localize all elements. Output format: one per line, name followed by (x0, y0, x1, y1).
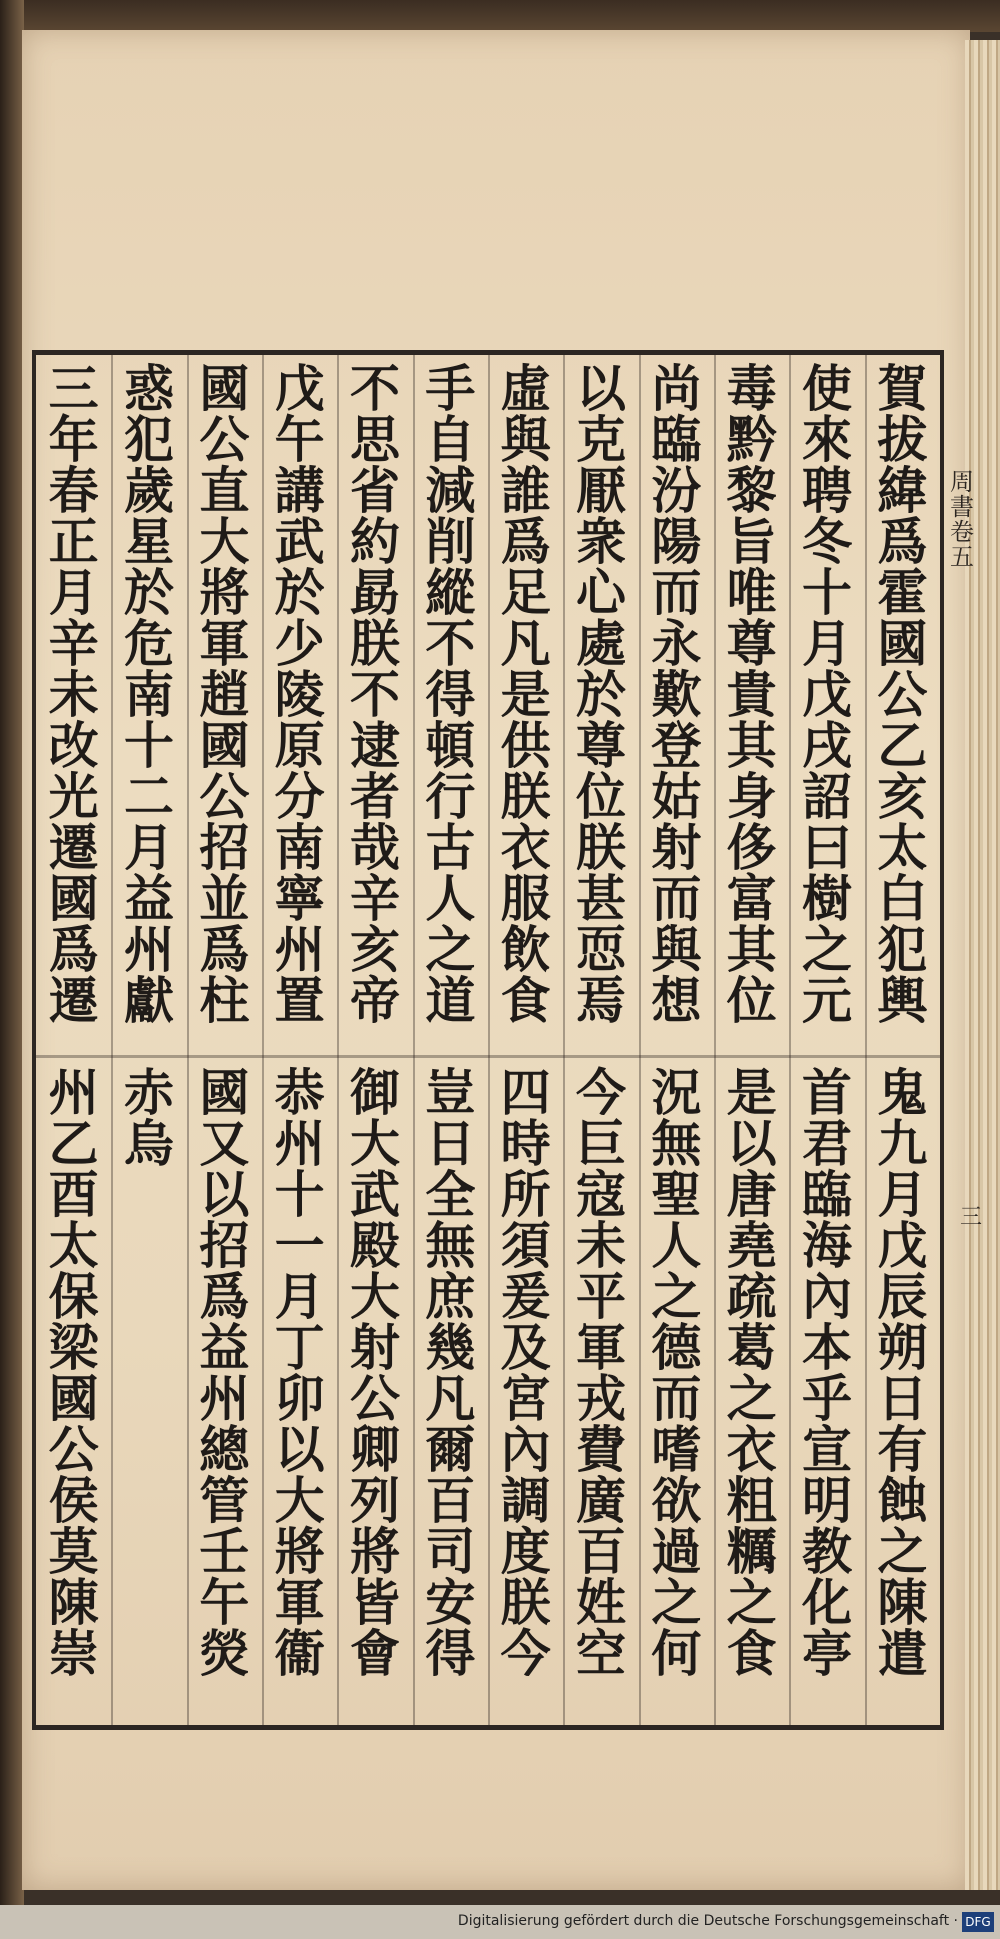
column-lower-text: 國 又 以 招 爲 益 州 總 管 壬 午 熒 (199, 1063, 250, 1683)
dfg-logo: DFG (962, 1912, 994, 1932)
text-column (415, 355, 485, 1725)
digitization-footer (0, 1905, 1000, 1939)
column-lower-text: 御 大 武 殿 大 射 公 卿 列 將 皆 會 (350, 1063, 400, 1683)
margin-label: 周 書 卷 五 (950, 468, 974, 571)
column-rule (187, 355, 189, 1725)
column-lower-text: 恭 州 十 一 月 丁 卯 以 大 將 軍 衞 (274, 1063, 325, 1683)
text-column (340, 355, 410, 1725)
column-upper-text: 惑 犯 歲 星 於 危 南 十 二 月 益 州 獻 (124, 359, 174, 1030)
column-lower-text: 是 以 唐 堯 疏 葛 之 衣 粗 糲 之 食 (726, 1063, 777, 1683)
text-column (717, 355, 787, 1725)
column-rule (111, 355, 113, 1725)
column-rule (262, 355, 264, 1725)
column-rule (337, 355, 339, 1725)
column-upper-text: 虛 與 誰 爲 足 凡 是 供 朕 衣 服 飲 食 (500, 359, 551, 1030)
column-upper-text: 以 克 厭 衆 心 處 於 尊 位 朕 甚 恧 焉 (576, 359, 626, 1030)
column-upper-text: 戊 午 講 武 於 少 陵 原 分 南 寧 州 置 (274, 359, 325, 1030)
footer-credit: Digitalisierung gefördert durch die Deutsche Forschungsgemeinschaft · (457, 1913, 958, 1929)
column-rule (639, 355, 641, 1725)
column-upper-text: 國 公 直 大 將 軍 趙 國 公 招 並 爲 柱 (199, 359, 250, 1030)
column-upper-text: 三 年 春 正 月 辛 未 改 光 遷 國 爲 遷 (48, 359, 99, 1030)
text-column (566, 355, 636, 1725)
column-rule (865, 355, 867, 1725)
text-column (641, 355, 711, 1725)
folio-number: 三 (960, 1205, 983, 1230)
text-column (189, 355, 259, 1725)
column-rule (714, 355, 716, 1725)
text-column (491, 355, 561, 1725)
column-upper-text: 賀 拔 緯 爲 霍 國 公 乙 亥 太 白 犯 輿 (877, 359, 928, 1030)
column-upper-text: 手 自 減 削 縱 不 得 頓 行 古 人 之 道 (425, 359, 476, 1030)
column-lower-text: 州 乙 酉 太 保 梁 國 公 侯 莫 陳 崇 (48, 1063, 99, 1683)
column-rule (789, 355, 791, 1725)
column-lower-text: 赤 烏 (124, 1063, 174, 1173)
column-rule (413, 355, 415, 1725)
column-lower-text: 豈 日 全 無 庶 幾 凡 爾 百 司 安 得 (425, 1063, 476, 1683)
column-upper-text: 不 思 省 約 勗 朕 不 逮 者 哉 辛 亥 帝 (350, 359, 400, 1030)
column-lower-text: 四 時 所 須 爰 及 宮 內 調 度 朕 今 (500, 1063, 551, 1683)
column-upper-text: 尚 臨 汾 陽 而 永 歎 登 姑 射 而 與 想 (651, 359, 702, 1030)
column-rule (488, 355, 490, 1725)
text-column (792, 355, 862, 1725)
column-lower-text: 況 無 聖 人 之 德 而 嗜 欲 過 之 何 (651, 1063, 702, 1683)
text-column (114, 355, 184, 1725)
text-frame (32, 350, 944, 1730)
column-upper-text: 使 來 聘 冬 十 月 戊 戌 詔 曰 樹 之 元 (802, 359, 852, 1030)
text-column (265, 355, 335, 1725)
book-spine-shadow (0, 0, 24, 1939)
text-column (867, 355, 937, 1725)
column-rule (563, 355, 565, 1725)
column-lower-text: 首 君 臨 海 內 本 乎 宣 明 教 化 亭 (802, 1063, 852, 1683)
column-lower-text: 今 巨 寇 未 平 軍 戎 費 廣 百 姓 空 (576, 1063, 626, 1683)
text-column (39, 355, 109, 1725)
top-binding-strip (0, 0, 1000, 32)
column-lower-text: 鬼 九 月 戊 辰 朔 日 有 蝕 之 陳 遣 (877, 1063, 928, 1683)
column-upper-text: 毒 黔 黎 旨 唯 尊 貴 其 身 侈 富 其 位 (726, 359, 777, 1030)
